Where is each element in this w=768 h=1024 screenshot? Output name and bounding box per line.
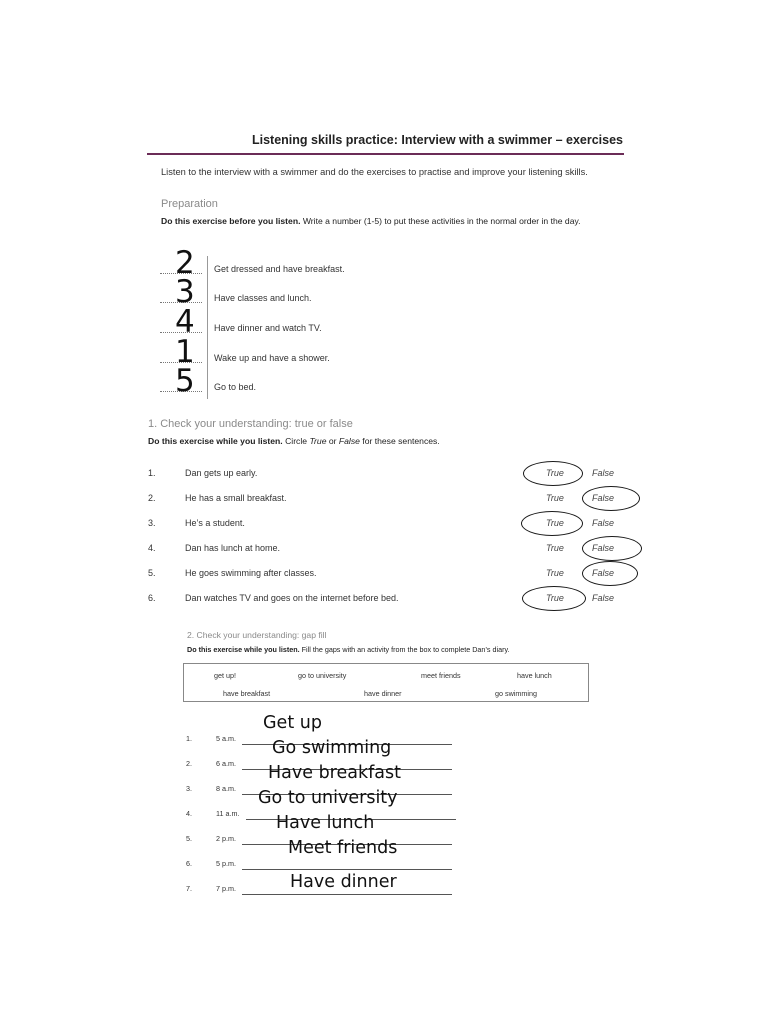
entry-time: 5 p.m. (216, 859, 236, 868)
answer-line[interactable] (242, 869, 452, 870)
handwritten-answer: Get up (263, 713, 322, 733)
title-divider (147, 153, 624, 155)
entry-time: 7 p.m. (216, 884, 236, 893)
activity-text: Wake up and have a shower. (214, 353, 330, 363)
box-word: meet friends (421, 671, 461, 680)
statement-text: Dan watches TV and goes on the internet before bed. (185, 593, 399, 603)
handwritten-answer: Have breakfast (268, 763, 401, 783)
preparation-item (160, 334, 460, 370)
box-word: get up! (214, 671, 236, 680)
answer-circle (582, 536, 642, 561)
box-word: go to university (298, 671, 347, 680)
true-option[interactable]: True (546, 468, 564, 478)
answer-circle (522, 586, 586, 611)
handwritten-answer: 3 (175, 274, 195, 310)
true-false-item (148, 568, 628, 586)
false-option[interactable]: False (592, 568, 615, 578)
entry-time: 11 a.m. (216, 809, 240, 818)
handwritten-answer: 5 (175, 363, 195, 399)
handwritten-answer: Go to university (258, 788, 398, 808)
item-number: 2. (186, 759, 192, 768)
item-number: 3. (186, 784, 192, 793)
false-option[interactable]: False (592, 493, 615, 503)
page-title: Listening skills practice: Interview with a swimmer – exercises (252, 133, 623, 147)
activity-text: Go to bed. (214, 382, 257, 392)
statement-text: He’s a student. (185, 518, 245, 528)
true-option[interactable]: True (546, 518, 564, 528)
box-word: go swimming (495, 689, 537, 698)
true-false-item (148, 468, 628, 486)
activity-text: Have classes and lunch. (214, 293, 312, 303)
word-box (183, 663, 589, 702)
preparation-item (160, 304, 460, 340)
answer-circle (582, 561, 638, 586)
entry-time: 8 a.m. (216, 784, 236, 793)
item-number: 1. (186, 734, 192, 743)
true-false-heading: 1. Check your understanding: true or false (148, 418, 353, 430)
true-false-item (148, 493, 628, 511)
preparation-item (160, 274, 460, 310)
answer-circle (521, 511, 583, 536)
true-false-item (148, 518, 628, 536)
true-false-item (148, 543, 628, 561)
handwritten-answer: Have lunch (276, 813, 375, 833)
item-number: 6. (148, 593, 156, 603)
true-option[interactable]: True (546, 568, 564, 578)
statement-text: He goes swimming after classes. (185, 568, 317, 578)
preparation-instruction: Do this exercise before you listen. Write a number (1-5) to put these activities in the normal order in the day. (161, 216, 581, 226)
false-option[interactable]: False (592, 593, 615, 603)
item-number: 5. (148, 568, 156, 578)
statement-text: Dan has lunch at home. (185, 543, 281, 553)
item-number: 3. (148, 518, 156, 528)
entry-time: 2 p.m. (216, 834, 236, 843)
entry-time: 5 a.m. (216, 734, 236, 743)
preparation-heading: Preparation (161, 198, 218, 210)
gap-fill-instruction: Do this exercise while you listen. Fill the gaps with an activity from the box to complete Dan’s diary. (187, 645, 510, 654)
handwritten-answer: Go swimming (272, 738, 392, 758)
handwritten-answer: Meet friends (288, 838, 398, 858)
handwritten-answer: Have dinner (290, 872, 397, 892)
item-number: 4. (186, 809, 192, 818)
statement-text: Dan gets up early. (185, 468, 258, 478)
false-option[interactable]: False (592, 543, 615, 553)
diary-entry (186, 872, 456, 898)
statement-text: He has a small breakfast. (185, 493, 287, 503)
box-word: have dinner (364, 689, 402, 698)
handwritten-answer: 4 (175, 304, 195, 340)
false-option[interactable]: False (592, 518, 615, 528)
answer-circle (582, 486, 640, 511)
answer-line[interactable] (242, 894, 452, 895)
false-option[interactable]: False (592, 468, 615, 478)
box-word: have breakfast (223, 689, 271, 698)
item-number: 1. (148, 468, 156, 478)
answer-circle (523, 461, 583, 486)
item-number: 7. (186, 884, 192, 893)
true-option[interactable]: True (546, 593, 564, 603)
item-number: 6. (186, 859, 192, 868)
entry-time: 6 a.m. (216, 759, 236, 768)
true-false-item (148, 593, 628, 611)
true-false-instruction: Do this exercise while you listen. Circle True or False for these sentences. (148, 436, 440, 446)
preparation-item (160, 245, 460, 281)
box-word: have lunch (517, 671, 552, 680)
activity-text: Get dressed and have breakfast. (214, 264, 345, 274)
handwritten-answer: 1 (175, 334, 195, 370)
handwritten-answer: 2 (175, 245, 195, 281)
item-number: 4. (148, 543, 156, 553)
true-option[interactable]: True (546, 493, 564, 503)
gap-fill-heading: 2. Check your understanding: gap fill (187, 630, 327, 640)
intro-text: Listen to the interview with a swimmer and do the exercises to practise and improve your listening skills. (161, 167, 588, 177)
true-option[interactable]: True (546, 543, 564, 553)
preparation-item (160, 363, 460, 399)
item-number: 2. (148, 493, 156, 503)
item-number: 5. (186, 834, 192, 843)
activity-text: Have dinner and watch TV. (214, 323, 322, 333)
